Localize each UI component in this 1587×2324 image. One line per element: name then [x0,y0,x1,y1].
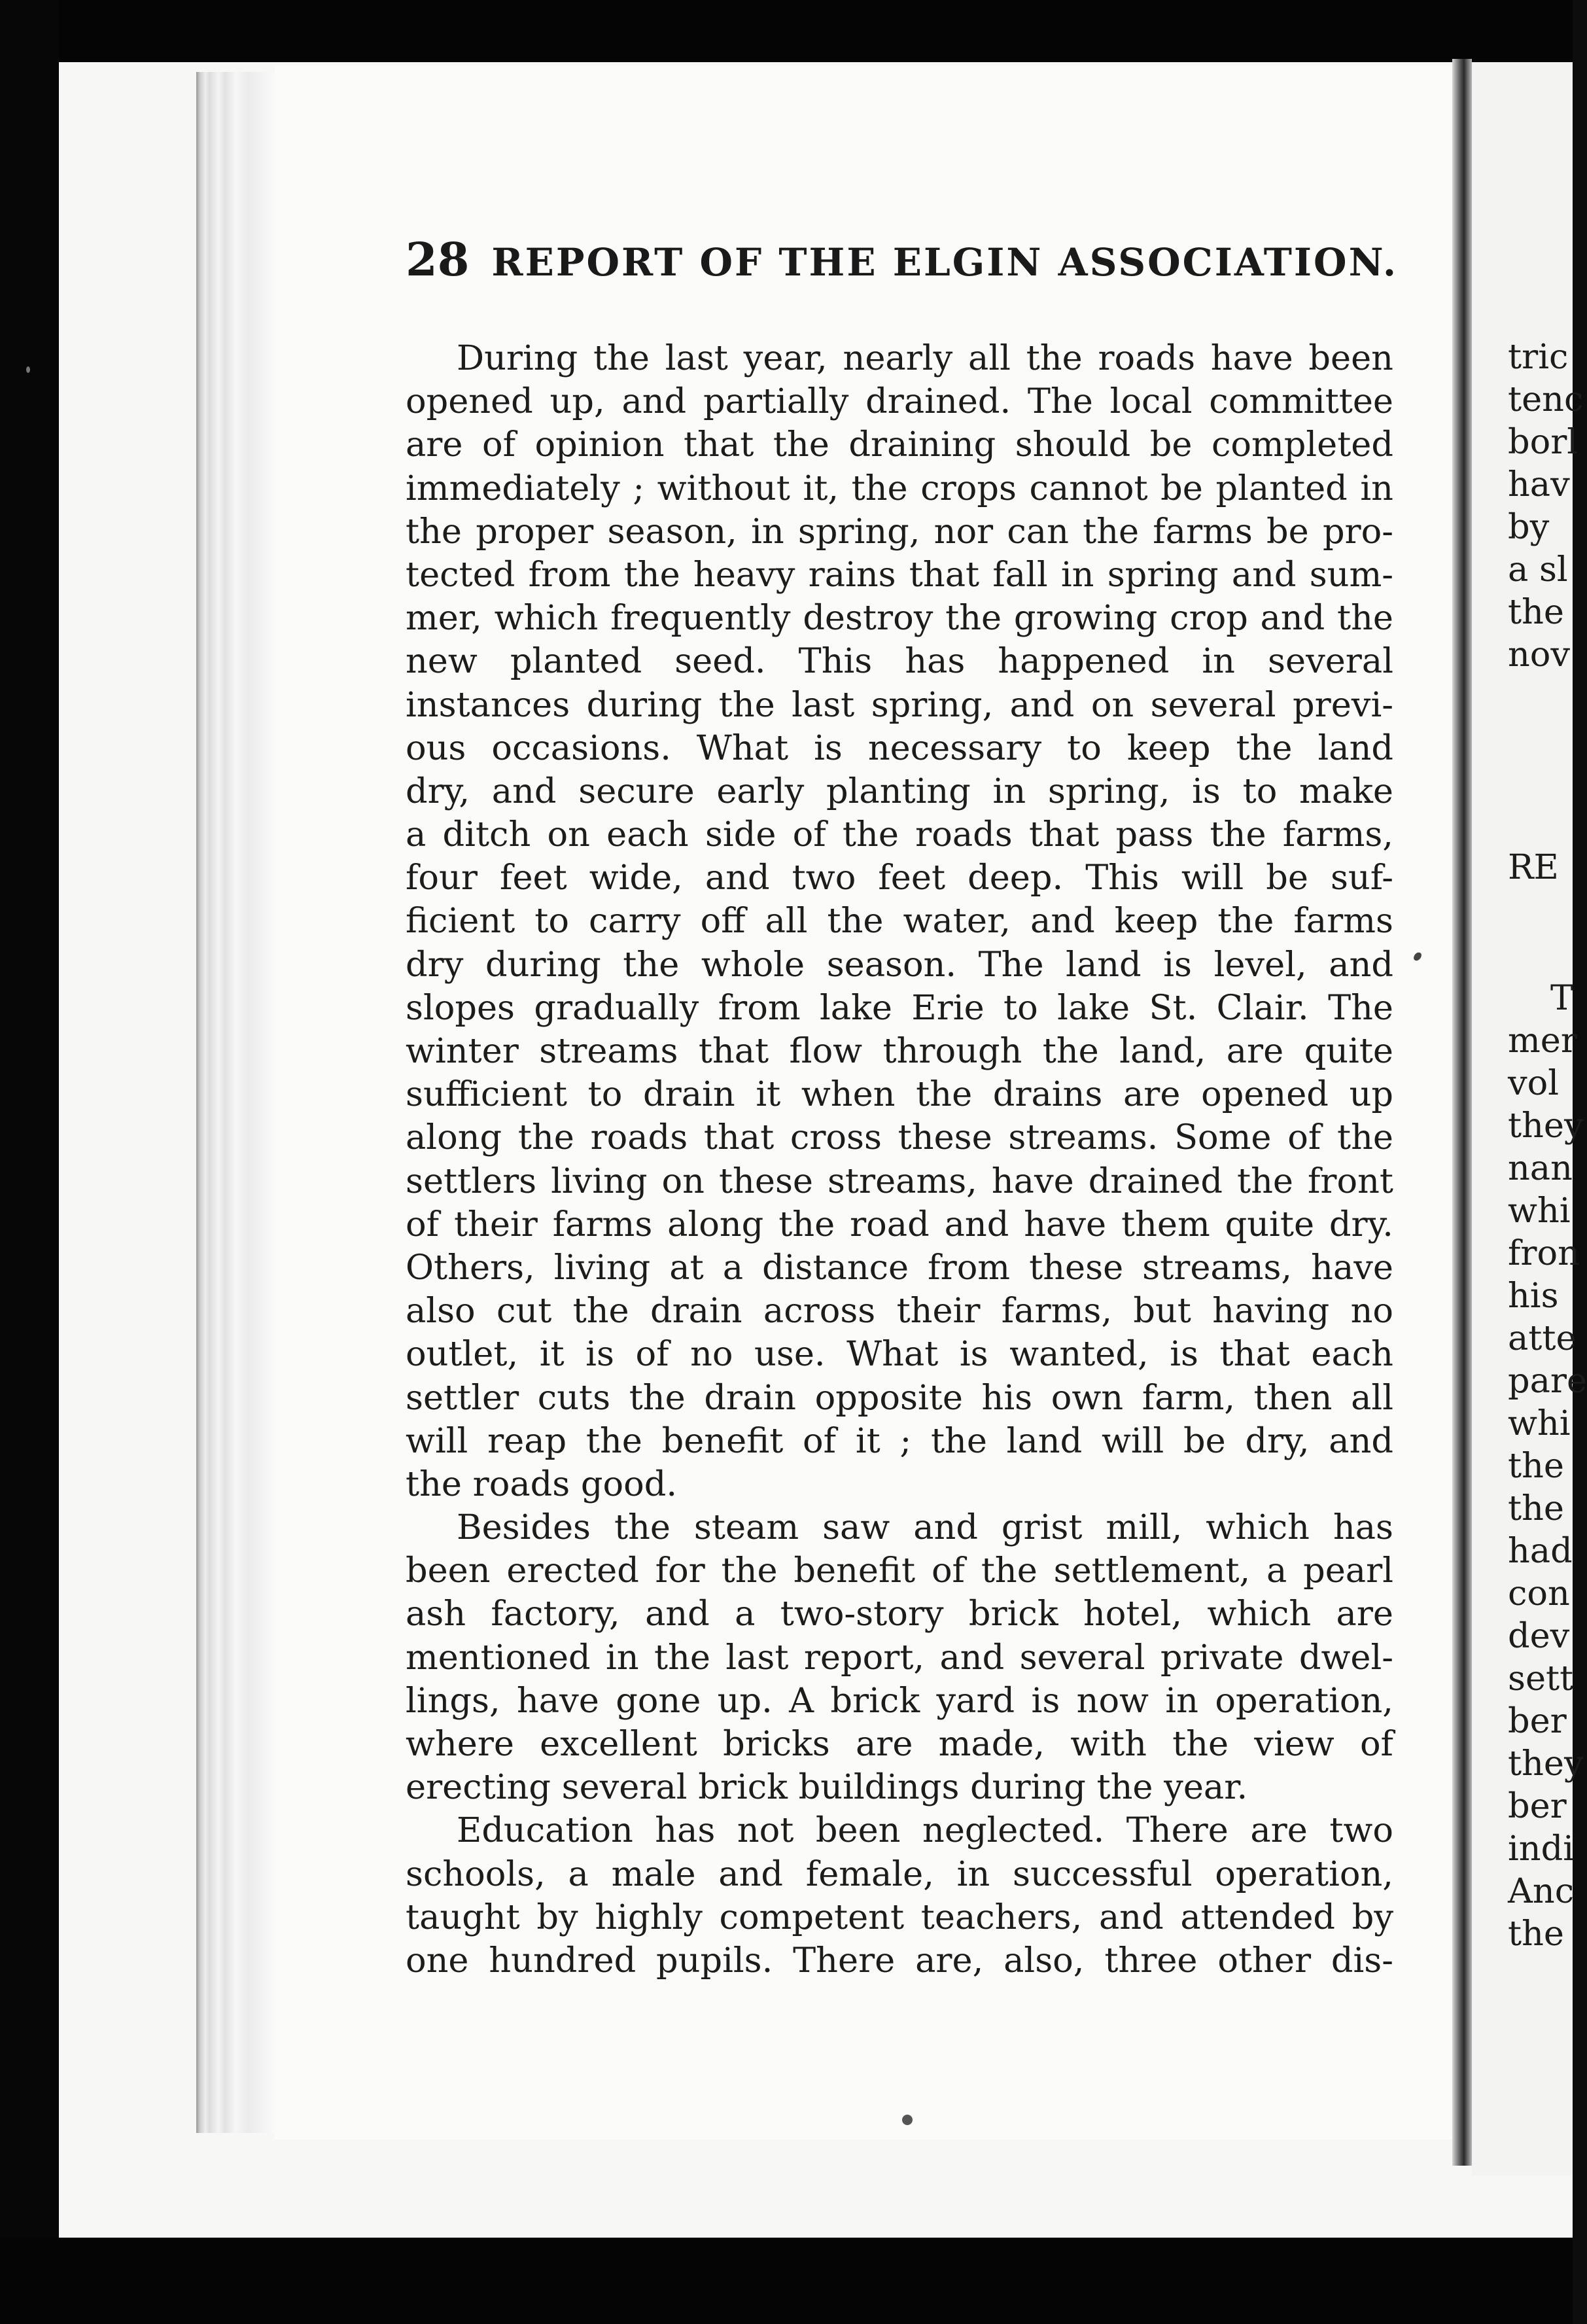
text-line: one hundred pupils. There are, also, three other dis- [406,1940,1393,1981]
text-line: the roads good. [406,1464,678,1504]
text-line: During the last year, nearly all the roads have been [457,338,1393,378]
next-page-fragment: the [1508,1446,1564,1486]
page-speck [902,2115,913,2125]
text-line: along the roads that cross these streams. Some of the [406,1118,1393,1158]
next-page-fragment: borl [1508,422,1578,462]
scanner-top-edge [0,0,1573,65]
next-page-fragment: con [1508,1574,1570,1613]
text-line: of their farms along the road and have them quite dry. [406,1204,1393,1244]
text-line: dry, and secure early planting in spring, is to make [406,771,1393,811]
next-page-fragment: vol [1508,1063,1560,1103]
text-line: outlet, it is of no use. What is wanted, is that each [406,1334,1393,1375]
next-page-fragment: had [1508,1531,1573,1571]
text-line: also cut the drain across their farms, but having no [406,1291,1393,1331]
text-line: Besides the steam saw and grist mill, which has [457,1507,1393,1548]
next-page-fragment: a sl [1508,550,1568,590]
text-line: settler cuts the drain opposite his own farm, then all [406,1377,1393,1418]
text-line: will reap the benefit of it ; the land will be dry, and [406,1420,1393,1461]
next-page-fragment: ber [1508,1701,1567,1741]
text-line: sufficient to drain it when the drains are opened up [406,1074,1393,1115]
ink-speck [26,366,30,373]
next-page-fragment: T [1550,978,1574,1018]
next-page-fragment: by [1508,507,1550,547]
next-page-fragment: fron [1508,1233,1580,1273]
text-line: four feet wide, and two feet deep. This will be suf- [406,858,1393,898]
next-page-fragment: dev [1508,1616,1570,1656]
scanner-left-edge [0,0,59,2324]
text-line: ficient to carry off all the water, and keep the farms [406,901,1393,942]
page-stack-edge [196,72,275,2133]
text-line: ash factory, and a two-story brick hotel, which are [406,1594,1393,1634]
next-page-fragment: atte [1508,1318,1577,1358]
text-line: erecting several brick buildings during the year. [406,1767,1248,1808]
next-page-fragment: whi [1508,1403,1571,1443]
scanner-bottom-edge [0,2238,1573,2324]
next-page-fragment: pare [1508,1361,1587,1401]
next-page-fragment: they [1508,1744,1584,1784]
next-page-fragment: hav [1508,465,1570,504]
text-line: settlers living on these streams, have drained the front [406,1161,1393,1201]
next-page-fragment: whi [1508,1191,1571,1231]
text-line: are of opinion that the draining should be completed [406,425,1393,465]
text-line: Education has not been neglected. There are two [457,1810,1393,1851]
next-page-fragment: they [1508,1106,1584,1146]
next-page-fragment: his [1508,1276,1559,1316]
text-line: where excellent bricks are made, with the view of [406,1724,1393,1764]
text-line: schools, a male and female, in successful operation, [406,1854,1393,1894]
text-line: immediately ; without it, the crops cannot be planted in [406,468,1393,508]
text-line: opened up, and partially drained. The local committee [406,381,1393,422]
text-line: instances during the last spring, and on several previ- [406,684,1393,725]
text-line: new planted seed. This has happened in several [406,641,1393,682]
text-line: dry during the whole season. The land is level, and [406,944,1393,985]
text-line: been erected for the benefit of the settlement, a pearl [406,1551,1393,1591]
text-line: the proper season, in spring, nor can the farms be pro- [406,511,1393,552]
next-page-fragment: the [1508,1488,1564,1528]
next-page-fragment: indi [1508,1829,1575,1869]
next-page-fragment: RE [1508,847,1559,887]
page-number: 28 [406,232,470,287]
text-line: taught by highly competent teachers, and attended by [406,1897,1393,1937]
text-line: tected from the heavy rains that fall in spring and sum- [406,554,1393,595]
text-line: winter streams that flow through the land, are quite [406,1031,1393,1071]
running-head [406,232,1399,298]
next-page-fragment: the [1508,1914,1564,1954]
text-line: a ditch on each side of the roads that pass the farms, [406,815,1393,855]
next-page-fragment: sett [1508,1659,1574,1699]
text-line: lings, have gone up. A brick yard is now in operation, [406,1680,1393,1721]
next-page-fragment: tenc [1508,379,1584,419]
text-line: ous occasions. What is necessary to keep the land [406,728,1393,768]
next-page-fragment: ber [1508,1786,1567,1826]
text-line: Others, living at a distance from these streams, have [406,1247,1393,1288]
next-page-fragment: tric [1508,337,1569,377]
next-page-fragment: nan [1508,1148,1573,1188]
next-page-fragment: nov [1508,635,1571,675]
next-page-fragment: Anc [1508,1871,1575,1911]
text-line: mer, which frequently destroy the growing crop and the [406,598,1393,639]
text-line: mentioned in the last report, and several private dwel- [406,1637,1393,1678]
body-text [406,337,1393,1982]
text-line: slopes gradually from lake Erie to lake St. Clair. The [406,987,1393,1028]
next-page-fragment: the [1508,592,1564,632]
next-page-fragment: mer [1508,1021,1577,1061]
book-gutter [1452,59,1472,2166]
running-title: REPORT OF THE ELGIN ASSOCIATION. [491,240,1399,285]
